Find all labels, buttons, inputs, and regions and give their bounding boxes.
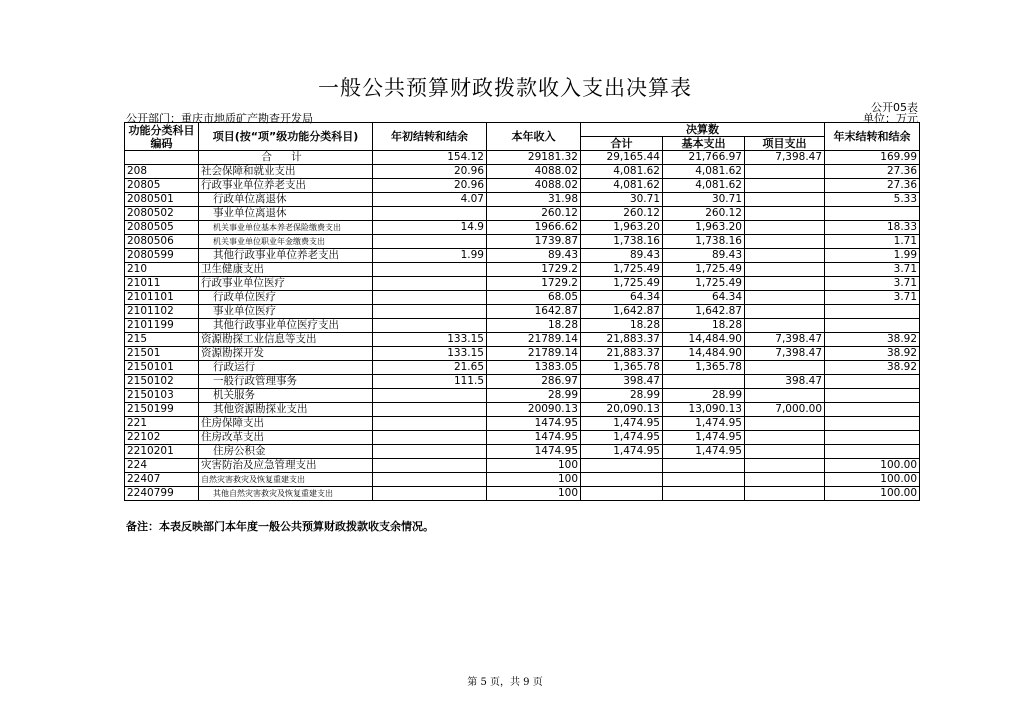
cell-income: 1474.95 [487,431,581,445]
cell-end: 18.33 [825,221,920,235]
cell-basic [663,487,745,501]
cell-name: 其他行政事业单位医疗支出 [199,319,373,333]
cell-basic: 260.12 [663,207,745,221]
cell-income: 1474.95 [487,445,581,459]
table-row [125,165,920,179]
table-row [125,361,920,375]
cell-begin: 1.99 [373,249,487,263]
cell-basic: 89.43 [663,249,745,263]
cell-total: 21,883.37 [581,347,663,361]
cell-begin [373,445,487,459]
cell-code: 21501 [125,347,199,361]
page-title: 一般公共预算财政拨款收入支出决算表 [318,76,692,100]
cell-end [825,207,920,221]
cell-code: 208 [125,165,199,179]
cell-end [825,417,920,431]
cell-income: 4088.02 [487,179,581,193]
table-row [125,445,920,459]
budget-table [124,122,920,501]
cell-total: 64.34 [581,291,663,305]
cell-project [745,319,825,333]
cell-begin [373,459,487,473]
cell-end: 27.36 [825,165,920,179]
cell-income: 20090.13 [487,403,581,417]
cell-basic: 1,963.20 [663,221,745,235]
cell-end: 27.36 [825,179,920,193]
cell-name: 行政运行 [199,361,373,375]
cell-code: 21011 [125,277,199,291]
cell-project [745,361,825,375]
cell-total: 1,474.95 [581,431,663,445]
cell-total: 4,081.62 [581,179,663,193]
cell-name: 资源勘探开发 [199,347,373,361]
table-row [125,179,920,193]
cell-code: 2101199 [125,319,199,333]
cell-begin: 133.15 [373,347,487,361]
cell-code: 2210201 [125,445,199,459]
cell-end [825,319,920,333]
table-row [125,319,920,333]
cell-income: 18.28 [487,319,581,333]
cell-income: 4088.02 [487,165,581,179]
cell-project [745,263,825,277]
cell-name: 行政事业单位医疗 [199,277,373,291]
cell-code: 2101102 [125,305,199,319]
table-row [125,221,920,235]
cell-code: 20805 [125,179,199,193]
cell-income: 29181.32 [487,151,581,165]
table-row [125,431,920,445]
cell-total: 4,081.62 [581,165,663,179]
cell-code: 2150101 [125,361,199,375]
cell-name: 一般行政管理事务 [199,375,373,389]
cell-begin [373,403,487,417]
cell-begin: 111.5 [373,375,487,389]
cell-basic [663,473,745,487]
cell-basic: 14,484.90 [663,347,745,361]
col-header-total: 合计 [581,137,663,151]
unit-label: 单位：万元 [863,112,918,125]
cell-income: 100 [487,459,581,473]
cell-name: 机关事业单位职业年金缴费支出 [199,235,373,249]
col-header-income: 本年收入 [487,123,581,151]
cell-name: 事业单位医疗 [199,305,373,319]
cell-total: 1,642.87 [581,305,663,319]
cell-name: 行政单位离退休 [199,193,373,207]
cell-total [581,459,663,473]
cell-project [745,277,825,291]
cell-total: 1,474.95 [581,417,663,431]
cell-project [745,417,825,431]
cell-end: 3.71 [825,291,920,305]
cell-begin: 21.65 [373,361,487,375]
table-row [125,403,920,417]
cell-code: 2150103 [125,389,199,403]
table-row [125,193,920,207]
cell-begin [373,277,487,291]
cell-name: 灾害防治及应急管理支出 [199,459,373,473]
cell-code: 215 [125,333,199,347]
cell-total: 1,725.49 [581,263,663,277]
cell-code: 2150102 [125,375,199,389]
cell-income: 1383.05 [487,361,581,375]
cell-project [745,165,825,179]
cell-total: 89.43 [581,249,663,263]
cell-basic: 64.34 [663,291,745,305]
col-header-final: 决算数 [581,123,825,137]
cell-code: 221 [125,417,199,431]
cell-project [745,305,825,319]
cell-begin: 14.9 [373,221,487,235]
cell-project [745,179,825,193]
cell-end: 38.92 [825,347,920,361]
cell-end: 38.92 [825,361,920,375]
cell-basic: 1,474.95 [663,417,745,431]
cell-begin [373,207,487,221]
cell-project [745,235,825,249]
cell-code: 22102 [125,431,199,445]
cell-income: 1739.87 [487,235,581,249]
cell-end: 3.71 [825,277,920,291]
cell-basic: 21,766.97 [663,151,745,165]
cell-end: 5.33 [825,193,920,207]
department-label: 公开部门：重庆市地质矿产勘查开发局 [126,112,313,125]
cell-total: 1,963.20 [581,221,663,235]
cell-code: 2080599 [125,249,199,263]
cell-code: 210 [125,263,199,277]
cell-begin [373,487,487,501]
cell-begin [373,291,487,305]
cell-total: 1,474.95 [581,445,663,459]
cell-end: 100.00 [825,487,920,501]
cell-project [745,207,825,221]
cell-income: 1642.87 [487,305,581,319]
table-row [125,333,920,347]
col-header-basic: 基本支出 [663,137,745,151]
cell-end: 169.99 [825,151,920,165]
cell-basic: 1,738.16 [663,235,745,249]
table-row [125,263,920,277]
cell-income: 68.05 [487,291,581,305]
cell-begin [373,235,487,249]
cell-income: 1474.95 [487,417,581,431]
cell-project: 7,398.47 [745,151,825,165]
cell-total: 21,883.37 [581,333,663,347]
cell-end [825,375,920,389]
cell-name: 其他资源勘探业支出 [199,403,373,417]
cell-total: 398.47 [581,375,663,389]
cell-name: 行政事业单位养老支出 [199,179,373,193]
table-row [125,305,920,319]
cell-begin [373,319,487,333]
cell-code: 2080506 [125,235,199,249]
table-row [125,291,920,305]
cell-code: 2101101 [125,291,199,305]
table-row [125,487,920,501]
cell-basic [663,459,745,473]
cell-begin [373,473,487,487]
cell-end [825,431,920,445]
cell-end [825,305,920,319]
cell-income: 21789.14 [487,333,581,347]
cell-basic: 30.71 [663,193,745,207]
cell-basic: 28.99 [663,389,745,403]
cell-project: 7,398.47 [745,347,825,361]
table-row [125,207,920,221]
cell-code: 2150199 [125,403,199,417]
table-row [125,375,920,389]
cell-begin [373,389,487,403]
cell-code: 22407 [125,473,199,487]
cell-total [581,473,663,487]
cell-end: 3.71 [825,263,920,277]
cell-project: 7,398.47 [745,333,825,347]
cell-basic [663,375,745,389]
cell-name: 住房保障支出 [199,417,373,431]
table-row [125,417,920,431]
cell-end: 100.00 [825,459,920,473]
cell-begin: 154.12 [373,151,487,165]
cell-begin [373,417,487,431]
cell-basic: 4,081.62 [663,179,745,193]
cell-end: 1.99 [825,249,920,263]
cell-end [825,403,920,417]
cell-project [745,445,825,459]
cell-project: 7,000.00 [745,403,825,417]
cell-begin: 133.15 [373,333,487,347]
cell-total: 20,090.13 [581,403,663,417]
cell-name: 住房公积金 [199,445,373,459]
cell-end: 100.00 [825,473,920,487]
cell-basic: 1,642.87 [663,305,745,319]
cell-project [745,431,825,445]
cell-begin [373,305,487,319]
cell-name: 社会保障和就业支出 [199,165,373,179]
cell-name: 其他自然灾害救灾及恢复重建支出 [199,487,373,501]
col-header-name: 项目(按“项”级功能分类科目) [199,123,373,151]
cell-basic: 18.28 [663,319,745,333]
cell-income: 28.99 [487,389,581,403]
cell-code: 2080505 [125,221,199,235]
cell-basic: 14,484.90 [663,333,745,347]
cell-begin [373,431,487,445]
cell-project [745,291,825,305]
cell-basic: 1,474.95 [663,431,745,445]
cell-name: 其他行政事业单位养老支出 [199,249,373,263]
cell-name: 机关事业单位基本养老保险缴费支出 [199,221,373,235]
cell-total: 1,725.49 [581,277,663,291]
cell-total: 18.28 [581,319,663,333]
cell-basic: 1,474.95 [663,445,745,459]
cell-begin [373,263,487,277]
table-row [125,235,920,249]
form-number: 公开05表 [871,101,918,114]
cell-code: 2240799 [125,487,199,501]
cell-begin: 20.96 [373,179,487,193]
cell-total: 1,365.78 [581,361,663,375]
cell-name: 合 计 [199,151,373,165]
cell-end: 38.92 [825,333,920,347]
cell-income: 21789.14 [487,347,581,361]
cell-name: 自然灾害救灾及恢复重建支出 [199,473,373,487]
cell-name: 卫生健康支出 [199,263,373,277]
cell-basic: 4,081.62 [663,165,745,179]
cell-project [745,193,825,207]
cell-total: 30.71 [581,193,663,207]
cell-name: 机关服务 [199,389,373,403]
cell-name: 事业单位离退休 [199,207,373,221]
col-header-end: 年末结转和结余 [825,123,920,151]
cell-income: 100 [487,487,581,501]
cell-project [745,473,825,487]
cell-begin: 20.96 [373,165,487,179]
cell-income: 286.97 [487,375,581,389]
cell-project [745,459,825,473]
cell-name: 行政单位医疗 [199,291,373,305]
cell-end: 1.71 [825,235,920,249]
cell-project: 398.47 [745,375,825,389]
cell-total: 29,165.44 [581,151,663,165]
cell-total: 28.99 [581,389,663,403]
cell-total: 260.12 [581,207,663,221]
cell-begin: 4.07 [373,193,487,207]
cell-income: 31.98 [487,193,581,207]
table-row [125,151,920,165]
cell-total [581,487,663,501]
table-row [125,473,920,487]
cell-basic: 1,365.78 [663,361,745,375]
cell-income: 260.12 [487,207,581,221]
cell-income: 100 [487,473,581,487]
cell-code: 224 [125,459,199,473]
cell-income: 89.43 [487,249,581,263]
cell-name: 资源勘探工业信息等支出 [199,333,373,347]
cell-project [745,389,825,403]
page-number: 第 5 页，共 9 页 [467,677,543,688]
table-row [125,347,920,361]
cell-code [125,151,199,165]
cell-income: 1729.2 [487,277,581,291]
cell-code: 2080502 [125,207,199,221]
cell-end [825,445,920,459]
cell-project [745,487,825,501]
cell-code: 2080501 [125,193,199,207]
cell-project [745,221,825,235]
col-header-begin: 年初结转和结余 [373,123,487,151]
cell-income: 1966.62 [487,221,581,235]
cell-income: 1729.2 [487,263,581,277]
cell-end [825,389,920,403]
cell-basic: 1,725.49 [663,263,745,277]
cell-name: 住房改革支出 [199,431,373,445]
cell-basic: 1,725.49 [663,277,745,291]
col-header-project: 项目支出 [745,137,825,151]
table-row [125,249,920,263]
cell-total: 1,738.16 [581,235,663,249]
table-row [125,277,920,291]
col-header-code: 功能分类科目编码 [125,123,199,151]
cell-basic: 13,090.13 [663,403,745,417]
cell-project [745,249,825,263]
table-row [125,459,920,473]
table-row [125,389,920,403]
footnote: 备注：本表反映部门本年度一般公共预算财政拨款收支余情况。 [126,520,434,533]
